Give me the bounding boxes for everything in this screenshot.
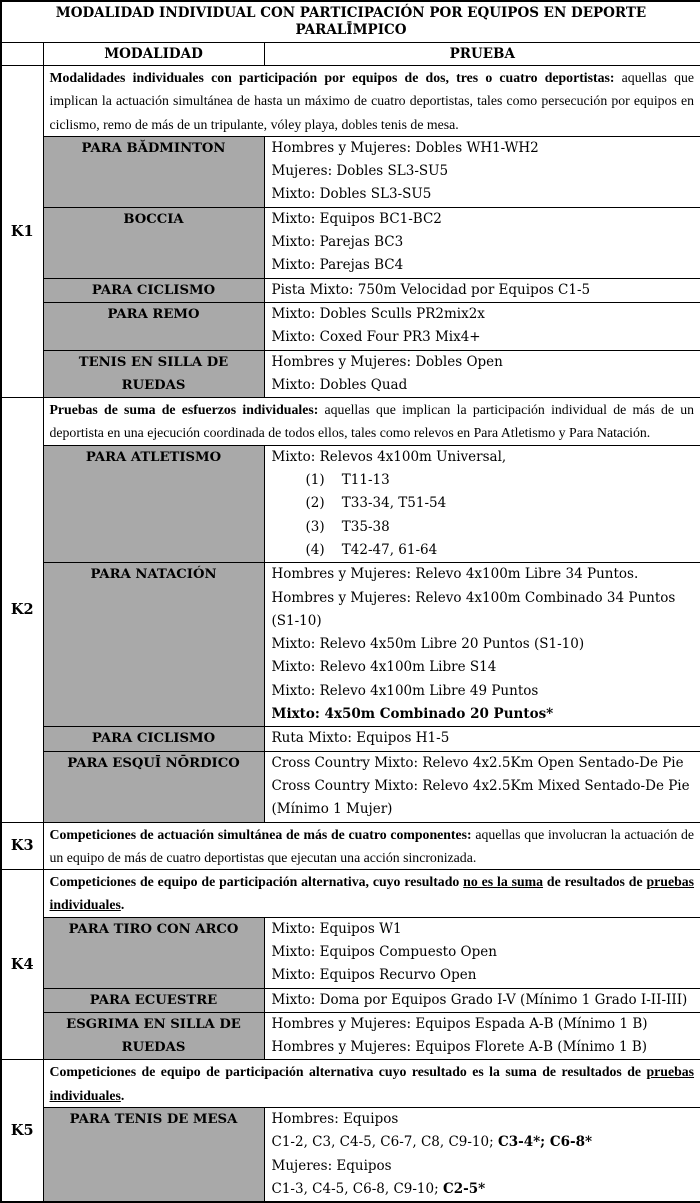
k-label: K1 — [10, 223, 34, 241]
description-part: aquellas que implican la actuación simultánea de hasta un máximo de cuatro deportistas, tales como persecución por equipos en ciclismo, remo de más de un tripulante, vóley playa, dobles tenis de mesa. — [49, 70, 695, 132]
prueba-line — [272, 1013, 697, 1036]
section-row — [1, 398, 700, 446]
prueba-line — [272, 326, 697, 349]
prueba-text: Mixto: Doma por Equipos Grado I-V (Mínimo 1 Grado I-II-III) — [271, 991, 688, 1008]
k-label-cell — [1, 398, 43, 822]
prueba-cell — [264, 302, 700, 350]
sport-row — [1, 350, 700, 398]
prueba-cell — [264, 445, 700, 562]
sport-row — [1, 302, 700, 350]
prueba-text: (4) T42-47, 61-64 — [305, 541, 438, 558]
modality-cell — [43, 1108, 264, 1203]
prueba-text: Mujeres: Equipos — [271, 1157, 392, 1174]
section-row — [1, 870, 700, 918]
modality-cell — [43, 988, 264, 1012]
description-part: Competiciones de equipo de participación alternativa cuyo resultado es la suma de resultados de — [49, 1064, 647, 1080]
prueba-line — [272, 137, 697, 160]
header-prueba: PRUEBA — [264, 43, 700, 66]
modality-cell — [43, 207, 264, 278]
prueba-line — [272, 492, 697, 515]
prueba-text: Mixto: Parejas BC3 — [271, 234, 404, 251]
prueba-line — [272, 656, 697, 679]
prueba-text: C1-2, C3, C4-5, C6-7, C8, C9-10; — [271, 1134, 498, 1151]
prueba-cell — [264, 278, 700, 302]
prueba-text: Pista Mixto: 750m Velocidad por Equipos C1-5 — [271, 281, 591, 298]
sport-row — [1, 207, 700, 278]
description-part: de resultados de — [543, 874, 647, 890]
prueba-line — [272, 351, 697, 374]
section-description-cell — [43, 822, 700, 870]
prueba-line — [272, 1036, 697, 1059]
prueba-text: Hombres y Mujeres: Dobles Open — [271, 353, 503, 370]
title-row — [1, 1, 700, 43]
prueba-text: Ruta Mixto: Equipos H1-5 — [271, 730, 450, 747]
prueba-cell — [264, 1012, 700, 1060]
modality-label: PARA NATACIÓN — [90, 567, 217, 583]
header-modalidad: MODALIDAD — [43, 43, 264, 66]
description-part: aquellas que implican la participación individual de más de un deportista en una ejecución coordinada de todos ellos, tales como relevos en Para Atletismo y Para Natación. — [49, 402, 695, 441]
modality-label: TENIS EN SILLA DE RUEDAS — [78, 354, 229, 393]
sport-row — [1, 136, 700, 207]
modality-cell — [43, 1012, 264, 1060]
prueba-line — [272, 752, 697, 775]
modality-label: PARA TIRO CON ARCO — [68, 921, 239, 937]
section-description-cell — [43, 66, 700, 137]
modality-label: PARA CICLISMO — [91, 731, 216, 747]
modality-cell — [43, 350, 264, 398]
prueba-line — [272, 208, 697, 231]
prueba-line — [272, 1155, 697, 1178]
section-row — [1, 66, 700, 137]
prueba-text: Mixto: Dobles Quad — [271, 376, 408, 393]
sport-row — [1, 563, 700, 727]
header-empty-cell — [1, 43, 43, 66]
prueba-text: Mixto: Relevos 4x100m Universal, — [271, 448, 507, 465]
k-label-cell — [1, 870, 43, 1060]
description-part: . — [120, 897, 125, 913]
prueba-text: Mixto: Relevo 4x50m Libre 20 Puntos (S1-10) — [271, 636, 585, 653]
sport-row — [1, 751, 700, 822]
section-row — [1, 822, 700, 870]
prueba-line — [272, 516, 697, 539]
description-part: aquellas que involucran la actuación de un equipo de más de cuatro deportistas que ejecutan una acción sincronizada. — [49, 826, 695, 865]
prueba-cell — [264, 1108, 700, 1203]
prueba-line — [272, 469, 697, 492]
description-part: Modalidades individuales con participación por equipos de dos, tres o cuatro deportistas: — [49, 70, 615, 85]
modality-label: BOCCIA — [123, 211, 184, 227]
modality-cell — [43, 751, 264, 822]
prueba-line — [272, 1131, 697, 1154]
modality-label: PARA ESQUĪ NŌRDICO — [67, 755, 240, 771]
modality-label: PARA BĂDMINTON — [81, 140, 226, 156]
prueba-cell — [264, 136, 700, 207]
prueba-text-bold: C3-4*; C6-8* — [497, 1134, 593, 1151]
description-part: Pruebas de suma de esfuerzos individuales: — [49, 402, 319, 418]
sport-row — [1, 1012, 700, 1060]
description-part: no es la suma — [463, 874, 544, 890]
prueba-text: Mixto: Dobles Sculls PR2mix2x — [271, 305, 485, 322]
prueba-text: Mixto: Parejas BC4 — [271, 257, 404, 274]
k-label: K2 — [10, 601, 34, 619]
prueba-line — [272, 303, 697, 326]
modality-cell — [43, 136, 264, 207]
prueba-text: Mixto: Dobles SL3-SU5 — [271, 186, 432, 203]
modality-cell — [43, 278, 264, 302]
prueba-text: Cross Country Mixto: Relevo 4x2.5Km Mixed Sentado-De Pie (Mínimo 1 Mujer) — [271, 777, 694, 818]
section-row — [1, 1060, 700, 1108]
prueba-line — [272, 539, 697, 562]
sport-row — [1, 727, 700, 751]
description-part: Competiciones de actuación simultánea de más de cuatro componentes: — [49, 826, 472, 842]
modality-cell — [43, 302, 264, 350]
sport-row — [1, 988, 700, 1012]
prueba-text: (3) T35-38 — [305, 518, 390, 535]
sport-row — [1, 1108, 700, 1203]
prueba-cell — [264, 917, 700, 988]
prueba-text: Hombres: Equipos — [271, 1111, 399, 1128]
prueba-text: Mixto: Coxed Four PR3 Mix4+ — [271, 329, 481, 346]
prueba-line — [272, 254, 697, 277]
prueba-cell — [264, 988, 700, 1012]
prueba-text: Mixto: Equipos Recurvo Open — [271, 967, 477, 984]
prueba-text: Hombres y Mujeres: Relevo 4x100m Combinado 34 Puntos (S1-10) — [271, 589, 680, 629]
k-label-cell — [1, 822, 43, 870]
prueba-cell — [264, 207, 700, 278]
modality-label: PARA ECUESTRE — [89, 992, 218, 1008]
modality-label: PARA CICLISMO — [91, 282, 216, 298]
prueba-cell — [264, 563, 700, 727]
prueba-text: Mujeres: Dobles SL3-SU5 — [271, 163, 449, 180]
prueba-text: C1-3, C4-5, C6-8, C9-10; — [271, 1180, 443, 1197]
prueba-line — [272, 587, 697, 634]
modality-cell — [43, 727, 264, 751]
prueba-line — [272, 633, 697, 656]
prueba-line — [272, 727, 697, 750]
prueba-text: Mixto: Equipos Compuesto Open — [271, 943, 497, 960]
prueba-line — [272, 775, 697, 822]
modality-label: PARA TENIS DE MESA — [69, 1112, 238, 1128]
modality-cell — [43, 445, 264, 562]
k-label: K3 — [10, 837, 34, 855]
description-part: . — [120, 1087, 125, 1103]
table-body — [1, 1, 700, 1202]
modality-label: PARA REMO — [107, 306, 200, 322]
prueba-line — [272, 941, 697, 964]
prueba-line — [272, 279, 697, 302]
prueba-line — [272, 703, 697, 726]
prueba-line — [272, 446, 697, 469]
sport-row — [1, 917, 700, 988]
prueba-line — [272, 964, 697, 987]
prueba-text: Mixto: Relevo 4x100m Libre S14 — [271, 659, 497, 676]
prueba-line — [272, 989, 697, 1012]
section-description-cell — [43, 398, 700, 446]
prueba-text: Mixto: Equipos BC1-BC2 — [271, 210, 442, 227]
k-label-cell — [1, 66, 43, 398]
modality-cell — [43, 563, 264, 727]
page-title: MODALIDAD INDIVIDUAL CON PARTICIPACIÓN POR EQUIPOS EN DEPORTE PARALĪMPICO — [1, 1, 700, 43]
prueba-line — [272, 160, 697, 183]
prueba-line — [272, 374, 697, 397]
modality-label: ESGRIMA EN SILLA DE RUEDAS — [66, 1016, 241, 1056]
prueba-text: Hombres y Mujeres: Equipos Florete A-B (Mínimo 1 B) — [271, 1039, 648, 1056]
prueba-text: Hombres y Mujeres: Equipos Espada A-B (Mínimo 1 B) — [271, 1015, 648, 1032]
prueba-line — [272, 680, 697, 703]
k-label: K4 — [10, 956, 34, 974]
k-label: K5 — [10, 1122, 34, 1140]
prueba-line — [272, 563, 697, 586]
prueba-text: (1) T11-13 — [305, 472, 390, 489]
prueba-text: Mixto: Equipos W1 — [271, 920, 402, 937]
prueba-text-bold: C2-5* — [442, 1180, 486, 1197]
prueba-line — [272, 1108, 697, 1131]
prueba-cell — [264, 350, 700, 398]
column-header-row — [1, 43, 700, 66]
prueba-line — [272, 183, 697, 206]
description-part: pruebas individuales — [49, 874, 695, 913]
k-label-cell — [1, 1060, 43, 1202]
section-description-cell — [43, 870, 700, 918]
prueba-text: Hombres y Mujeres: Relevo 4x100m Libre 34 Puntos. — [271, 566, 639, 583]
prueba-text-bold: Mixto: 4x50m Combinado 20 Puntos* — [271, 706, 554, 723]
prueba-line — [272, 231, 697, 254]
sport-row — [1, 278, 700, 302]
description-part: Competiciones de equipo de participación alternativa, cuyo resultado — [49, 874, 464, 890]
modality-cell — [43, 917, 264, 988]
prueba-text: Cross Country Mixto: Relevo 4x2.5Km Open Sentado-De Pie — [271, 754, 684, 771]
prueba-cell — [264, 727, 700, 751]
prueba-text: Hombres y Mujeres: Dobles WH1-WH2 — [271, 139, 539, 156]
prueba-text: (2) T33-34, T51-54 — [305, 495, 447, 512]
section-description-cell — [43, 1060, 700, 1108]
prueba-line — [272, 918, 697, 941]
description-part: pruebas individuales — [49, 1064, 695, 1103]
sport-row — [1, 445, 700, 562]
prueba-cell — [264, 751, 700, 822]
prueba-text: Mixto: Relevo 4x100m Libre 49 Puntos — [271, 682, 539, 699]
modality-label: PARA ATLETISMO — [85, 449, 222, 465]
prueba-line — [272, 1178, 697, 1201]
